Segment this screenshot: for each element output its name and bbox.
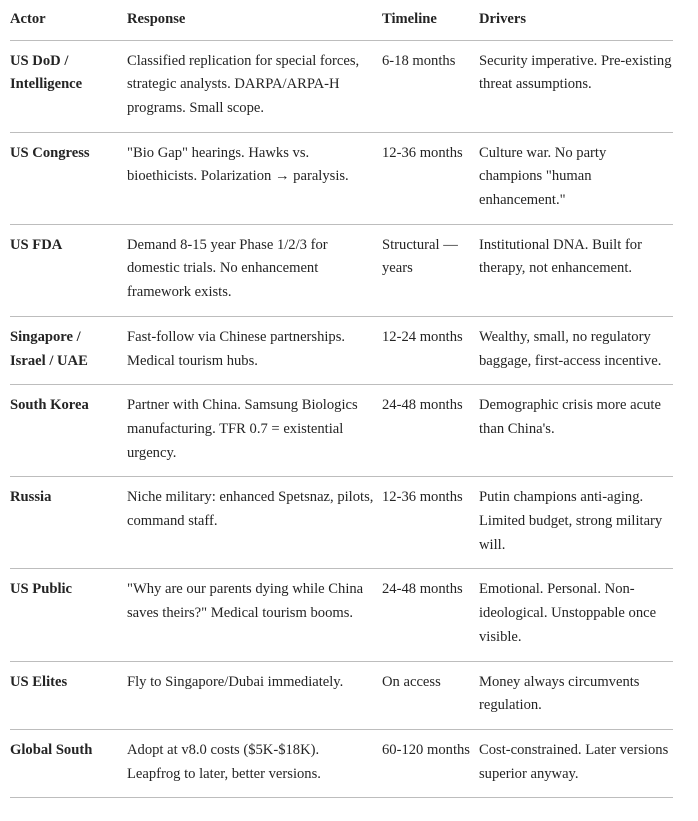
timeline-cell: On access — [382, 661, 479, 729]
header-row — [10, 0, 673, 40]
drivers-cell: Wealthy, small, no regulatory baggage, first-access incentive. — [479, 316, 673, 384]
drivers-cell: Institutional DNA. Built for therapy, not enhancement. — [479, 224, 673, 316]
drivers-cell: Demographic crisis more acute than China's. — [479, 385, 673, 477]
column-header-actor: Actor — [10, 0, 127, 40]
response-cell: Niche military: enhanced Spetsnaz, pilots, command staff. — [127, 477, 382, 569]
response-cell: Classified replication for special forces, strategic analysts. DARPA/ARPA-H programs. Small scope. — [127, 40, 382, 132]
table-row — [10, 661, 673, 729]
table-row — [10, 40, 673, 132]
response-cell: Fast-follow via Chinese partnerships. Medical tourism hubs. — [127, 316, 382, 384]
timeline-cell: 12-24 months — [382, 316, 479, 384]
drivers-cell: Culture war. No party champions "human enhancement." — [479, 132, 673, 224]
drivers-cell: Emotional. Personal. Non-ideological. Unstoppable once visible. — [479, 569, 673, 661]
actor-cell: US FDA — [10, 224, 127, 316]
table-row — [10, 316, 673, 384]
response-cell: Demand 8-15 year Phase 1/2/3 for domestic trials. No enhancement framework exists. — [127, 224, 382, 316]
column-header-response: Response — [127, 0, 382, 40]
timeline-cell: 12-36 months — [382, 132, 479, 224]
table-row — [10, 385, 673, 477]
timeline-cell: 6-18 months — [382, 40, 479, 132]
response-cell: Adopt at v8.0 costs ($5K-$18K). Leapfrog to later, better versions. — [127, 729, 382, 797]
drivers-cell: Security imperative. Pre-existing threat assumptions. — [479, 40, 673, 132]
timeline-cell: 60-120 months — [382, 729, 479, 797]
response-cell: Fly to Singapore/Dubai immediately. — [127, 661, 382, 729]
actor-cell: US Elites — [10, 661, 127, 729]
timeline-cell: Structural — years — [382, 224, 479, 316]
timeline-cell: 24-48 months — [382, 385, 479, 477]
table-row — [10, 132, 673, 224]
drivers-cell: Putin champions anti-aging. Limited budget, strong military will. — [479, 477, 673, 569]
timeline-cell: 24-48 months — [382, 569, 479, 661]
drivers-cell: Cost-constrained. Later versions superior anyway. — [479, 729, 673, 797]
actor-cell: Russia — [10, 477, 127, 569]
response-cell: "Bio Gap" hearings. Hawks vs. bioethicists. Polarization → paralysis. — [127, 132, 382, 224]
actor-cell: US DoD / Intelligence — [10, 40, 127, 132]
column-header-timeline: Timeline — [382, 0, 479, 40]
column-header-drivers: Drivers — [479, 0, 673, 40]
drivers-cell: Money always circumvents regulation. — [479, 661, 673, 729]
table-row — [10, 729, 673, 797]
actor-cell: South Korea — [10, 385, 127, 477]
response-cell: "Why are our parents dying while China saves theirs?" Medical tourism booms. — [127, 569, 382, 661]
timeline-cell: 12-36 months — [382, 477, 479, 569]
actor-cell: Global South — [10, 729, 127, 797]
actor-cell: Singapore / Israel / UAE — [10, 316, 127, 384]
table-row — [10, 569, 673, 661]
actor-cell: US Public — [10, 569, 127, 661]
response-cell: Partner with China. Samsung Biologics manufacturing. TFR 0.7 = existential urgency. — [127, 385, 382, 477]
actor-cell: US Congress — [10, 132, 127, 224]
actor-response-table — [10, 0, 673, 798]
table-row — [10, 477, 673, 569]
table-row — [10, 224, 673, 316]
